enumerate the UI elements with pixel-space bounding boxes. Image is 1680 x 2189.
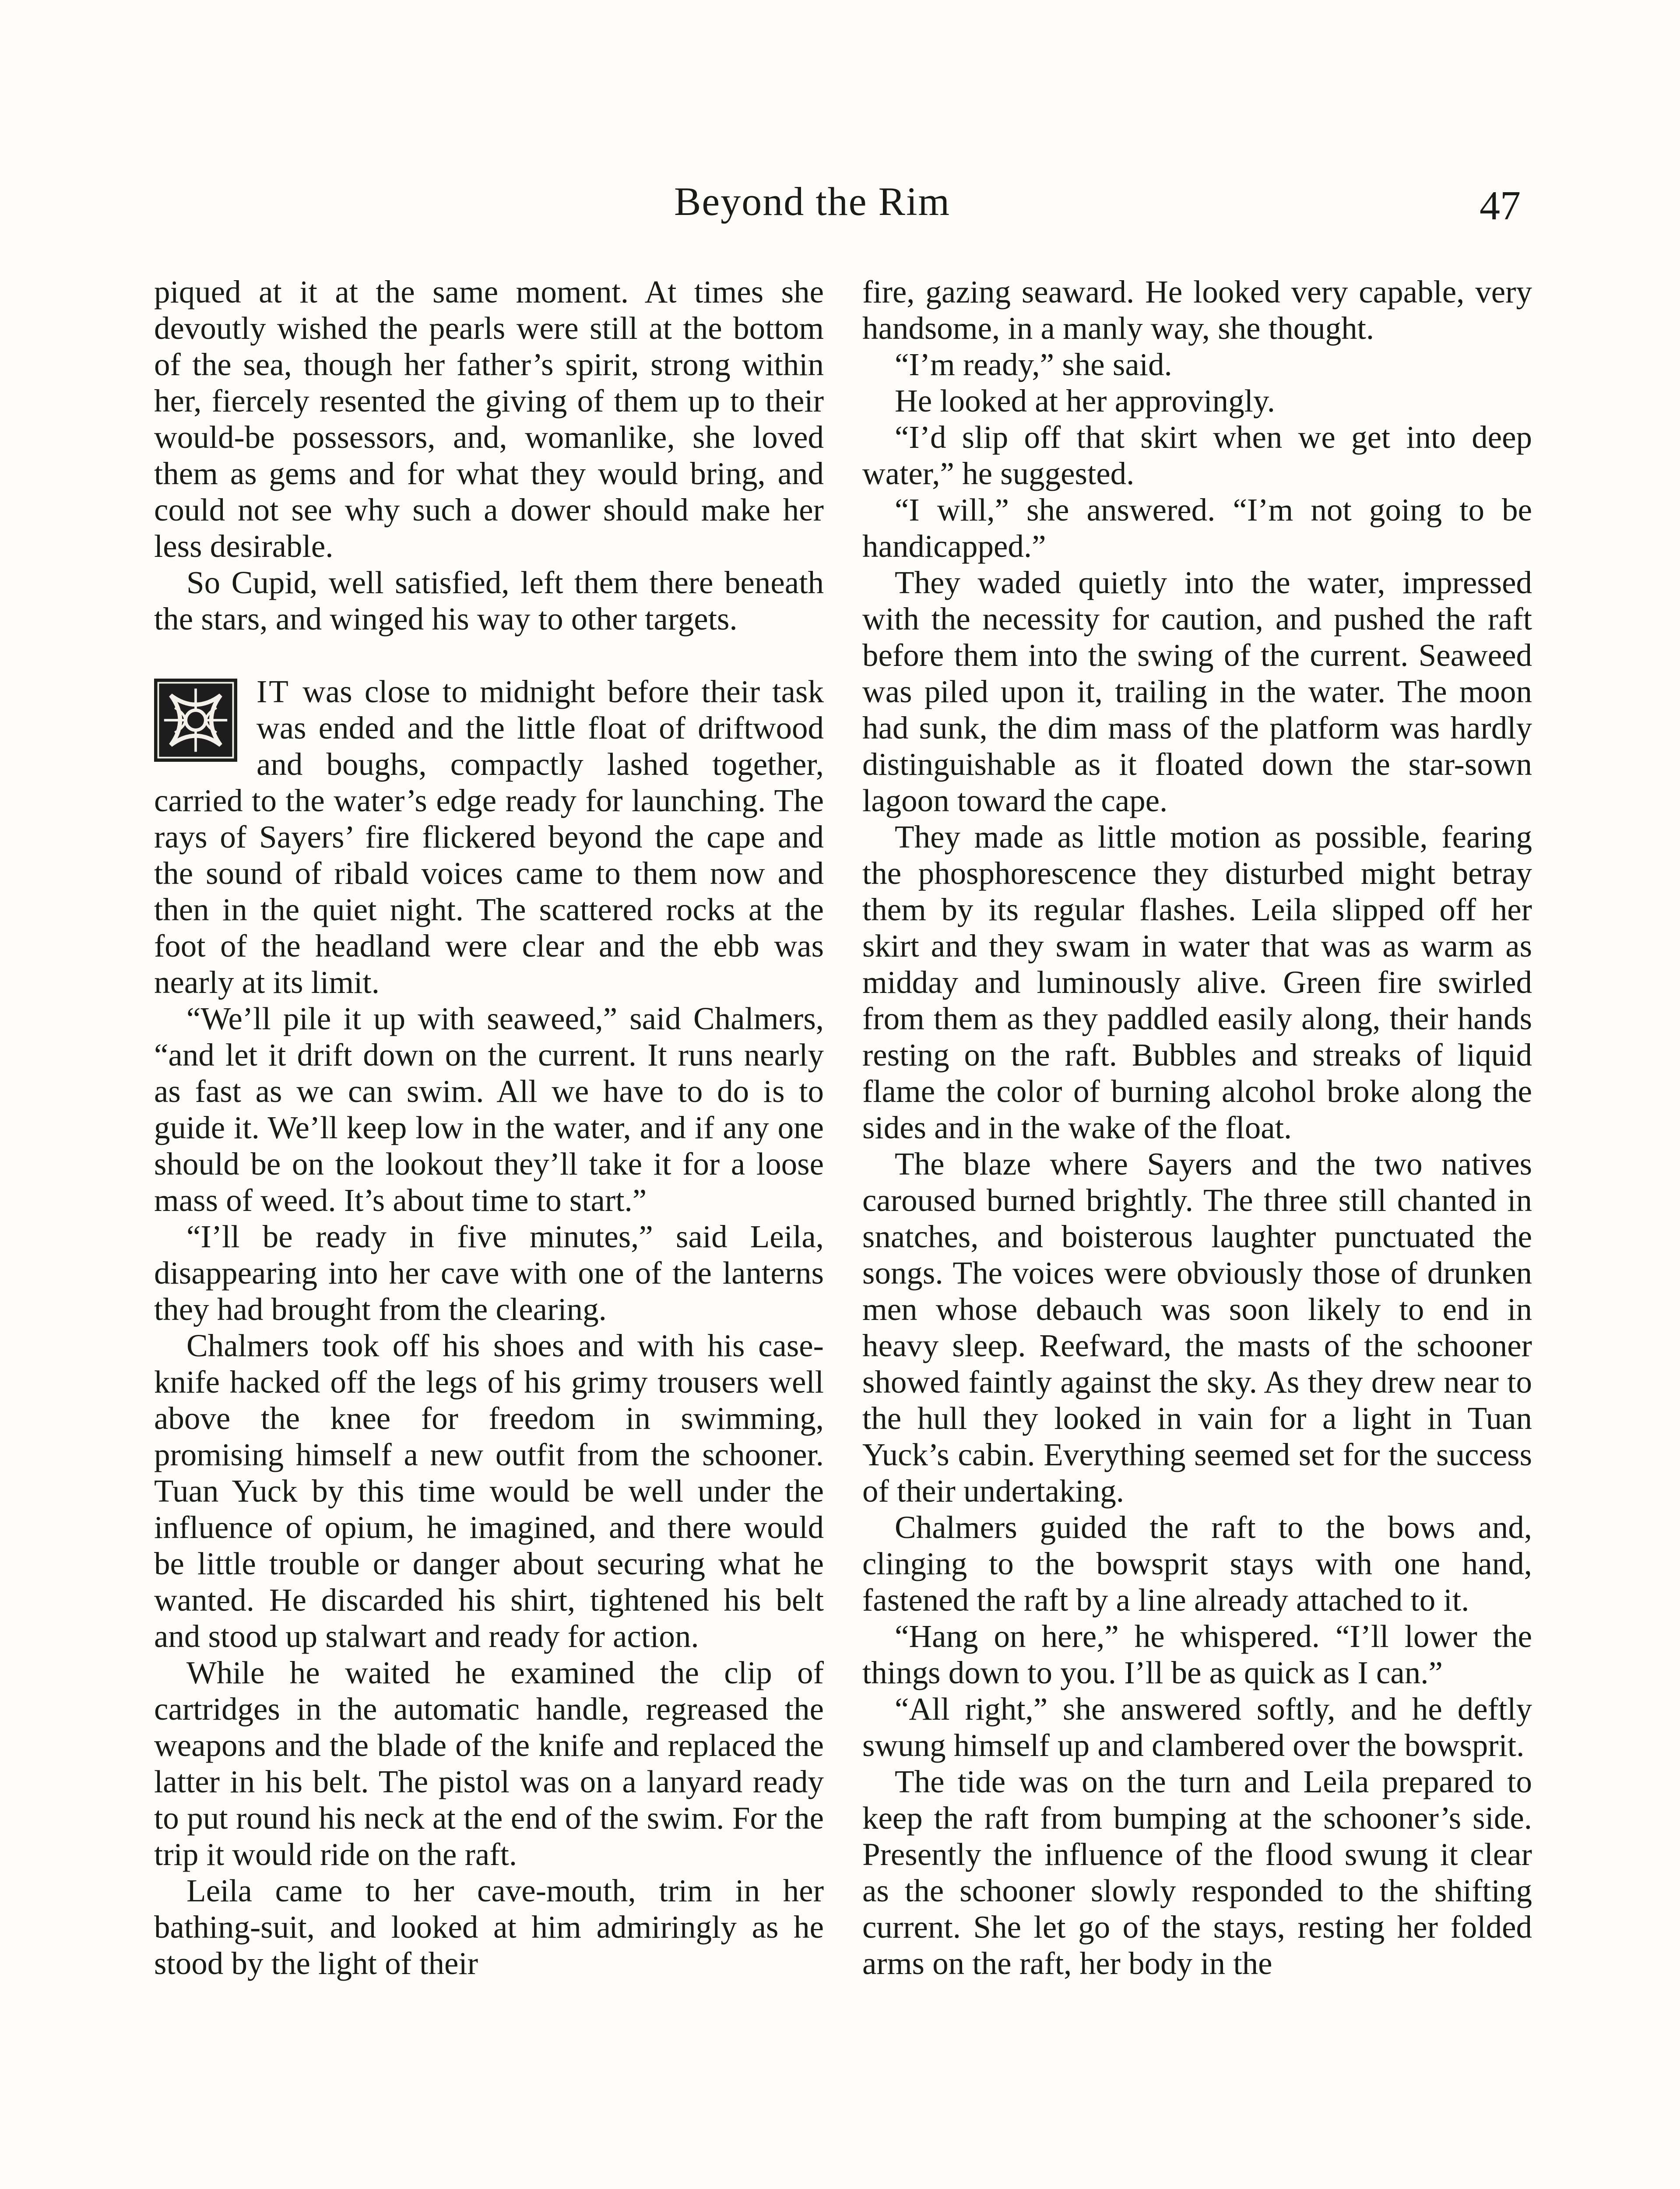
paragraph: The blaze where Sayers and the two natives caroused burned brightly. The three still chanted in snatches, and boisterous laughter punctuated the songs. The voices were obviously those of drunken men whose debauch was soon likely to end in heavy sleep. Reefward, the masts of the schooner showed faintly against the sky. As they drew near to the hull they looked in vain for a light in Tuan Yuck’s cabin. Everything seemed set for the success of their undertaking. [862, 1146, 1532, 1509]
section-opening [154, 673, 824, 1000]
paragraph: Chalmers took off his shoes and with his case-knife hacked off the legs of his grimy trousers well above the knee for freedom in swimming, promising himself a new outfit from the schooner. Tuan Yuck by this time would be well under the influence of opium, he imagined, and there would be little trouble or danger about securing what he wanted. He discarded his shirt, tightened his belt and stood up stalwart and ready for action. [154, 1328, 824, 1654]
left-column [154, 274, 824, 1981]
paragraph: While he waited he examined the clip of cartridges in the automatic handle, regreased the weapons and the blade of the knife and replaced the latter in his belt. The pistol was on a lanyard ready to put round his neck at the end of the swim. For the trip it would ride on the raft. [154, 1655, 824, 1872]
paragraph: They waded quietly into the water, impressed with the necessity for caution, and pushed the raft before them into the swing of the current. Seaweed was piled upon it, trailing in the water. The moon had sunk, the dim mass of the platform was hardly distinguishable as it floated down the star-sown lagoon toward the cape. [862, 565, 1532, 818]
ornamental-initial-icon [154, 679, 237, 762]
paragraph: piqued at it at the same moment. At times she devoutly wished the pearls were still at the bottom of the sea, though her father’s spirit, strong within her, fiercely resented the giving of them up to their would-be possessors, and, womanlike, she loved them as gems and for what they would bring, and could not see why such a dower should make her less desirable. [154, 274, 824, 564]
paragraph: “I’d slip off that skirt when we get into deep water,” he suggested. [862, 419, 1532, 491]
section-first-paragraph [154, 673, 824, 1000]
paragraph: So Cupid, well satisfied, left them there beneath the stars, and winged his way to other targets. [154, 565, 824, 637]
paragraph: “We’ll pile it up with seaweed,” said Chalmers, “and let it drift down on the current. It runs nearly as fast as we can swim. All we have to do is to guide it. We’ll keep low in the water, and if any one should be on the lookout they’ll take it for a loose mass of weed. It’s about time to start.” [154, 1001, 824, 1218]
paragraph: Chalmers guided the raft to the bows and, clinging to the bowsprit stays with one hand, fastened the raft by a line already attached to it. [862, 1510, 1532, 1618]
right-column [862, 274, 1532, 1981]
paragraph: “I’m ready,” she said. [895, 347, 1172, 382]
lead-in-word: IT [257, 674, 290, 709]
paragraph: Leila came to her cave-mouth, trim in her bathing-suit, and looked at him admiringly as he stood by the light of their [154, 1873, 824, 1981]
paragraph: “I’ll be ready in five minutes,” said Leila, disappearing into her cave with one of the lanterns they had brought from the clearing. [154, 1219, 824, 1327]
running-title: Beyond the Rim [674, 179, 951, 224]
running-header [0, 173, 1680, 230]
paragraph: fire, gazing seaward. He looked very capable, very handsome, in a manly way, she thought. [862, 274, 1532, 346]
paragraph: “I will,” she answered. “I’m not going to be handicapped.” [862, 492, 1532, 564]
paragraph: The tide was on the turn and Leila prepared to keep the raft from bumping at the schooner’s side. Presently the influence of the flood swung it clear as the schooner slowly responded to the shifting current. She let go of the stays, resting her folded arms on the raft, her body in the [862, 1764, 1532, 1981]
paragraph-text: was close to midnight before their task was ended and the little float of driftwood and boughs, compactly lashed together, carried to the water’s edge ready for launching. The rays of Sayers’ fire flickered beyond the cape and the sound of ribald voices came to them now and then in the quiet night. The scattered rocks at the foot of the headland were clear and the ebb was nearly at its limit. [154, 674, 824, 1000]
page-number: 47 [1480, 183, 1521, 229]
paragraph: “Hang on here,” he whispered. “I’ll lower the things down to you. I’ll be as quick as I can.” [862, 1619, 1532, 1690]
paragraph: “All right,” she answered softly, and he deftly swung himself up and clambered over the bowsprit. [862, 1691, 1532, 1763]
paragraph: He looked at her approvingly. [895, 383, 1275, 419]
paragraph: They made as little motion as possible, fearing the phosphorescence they disturbed might betray them by its regular flashes. Leila slipped off her skirt and they swam in water that was as warm as midday and luminously alive. Green fire swirled from them as they paddled easily along, their hands resting on the raft. Bubbles and streaks of liquid flame the color of burning alcohol broke along the sides and in the wake of the float. [862, 819, 1532, 1145]
